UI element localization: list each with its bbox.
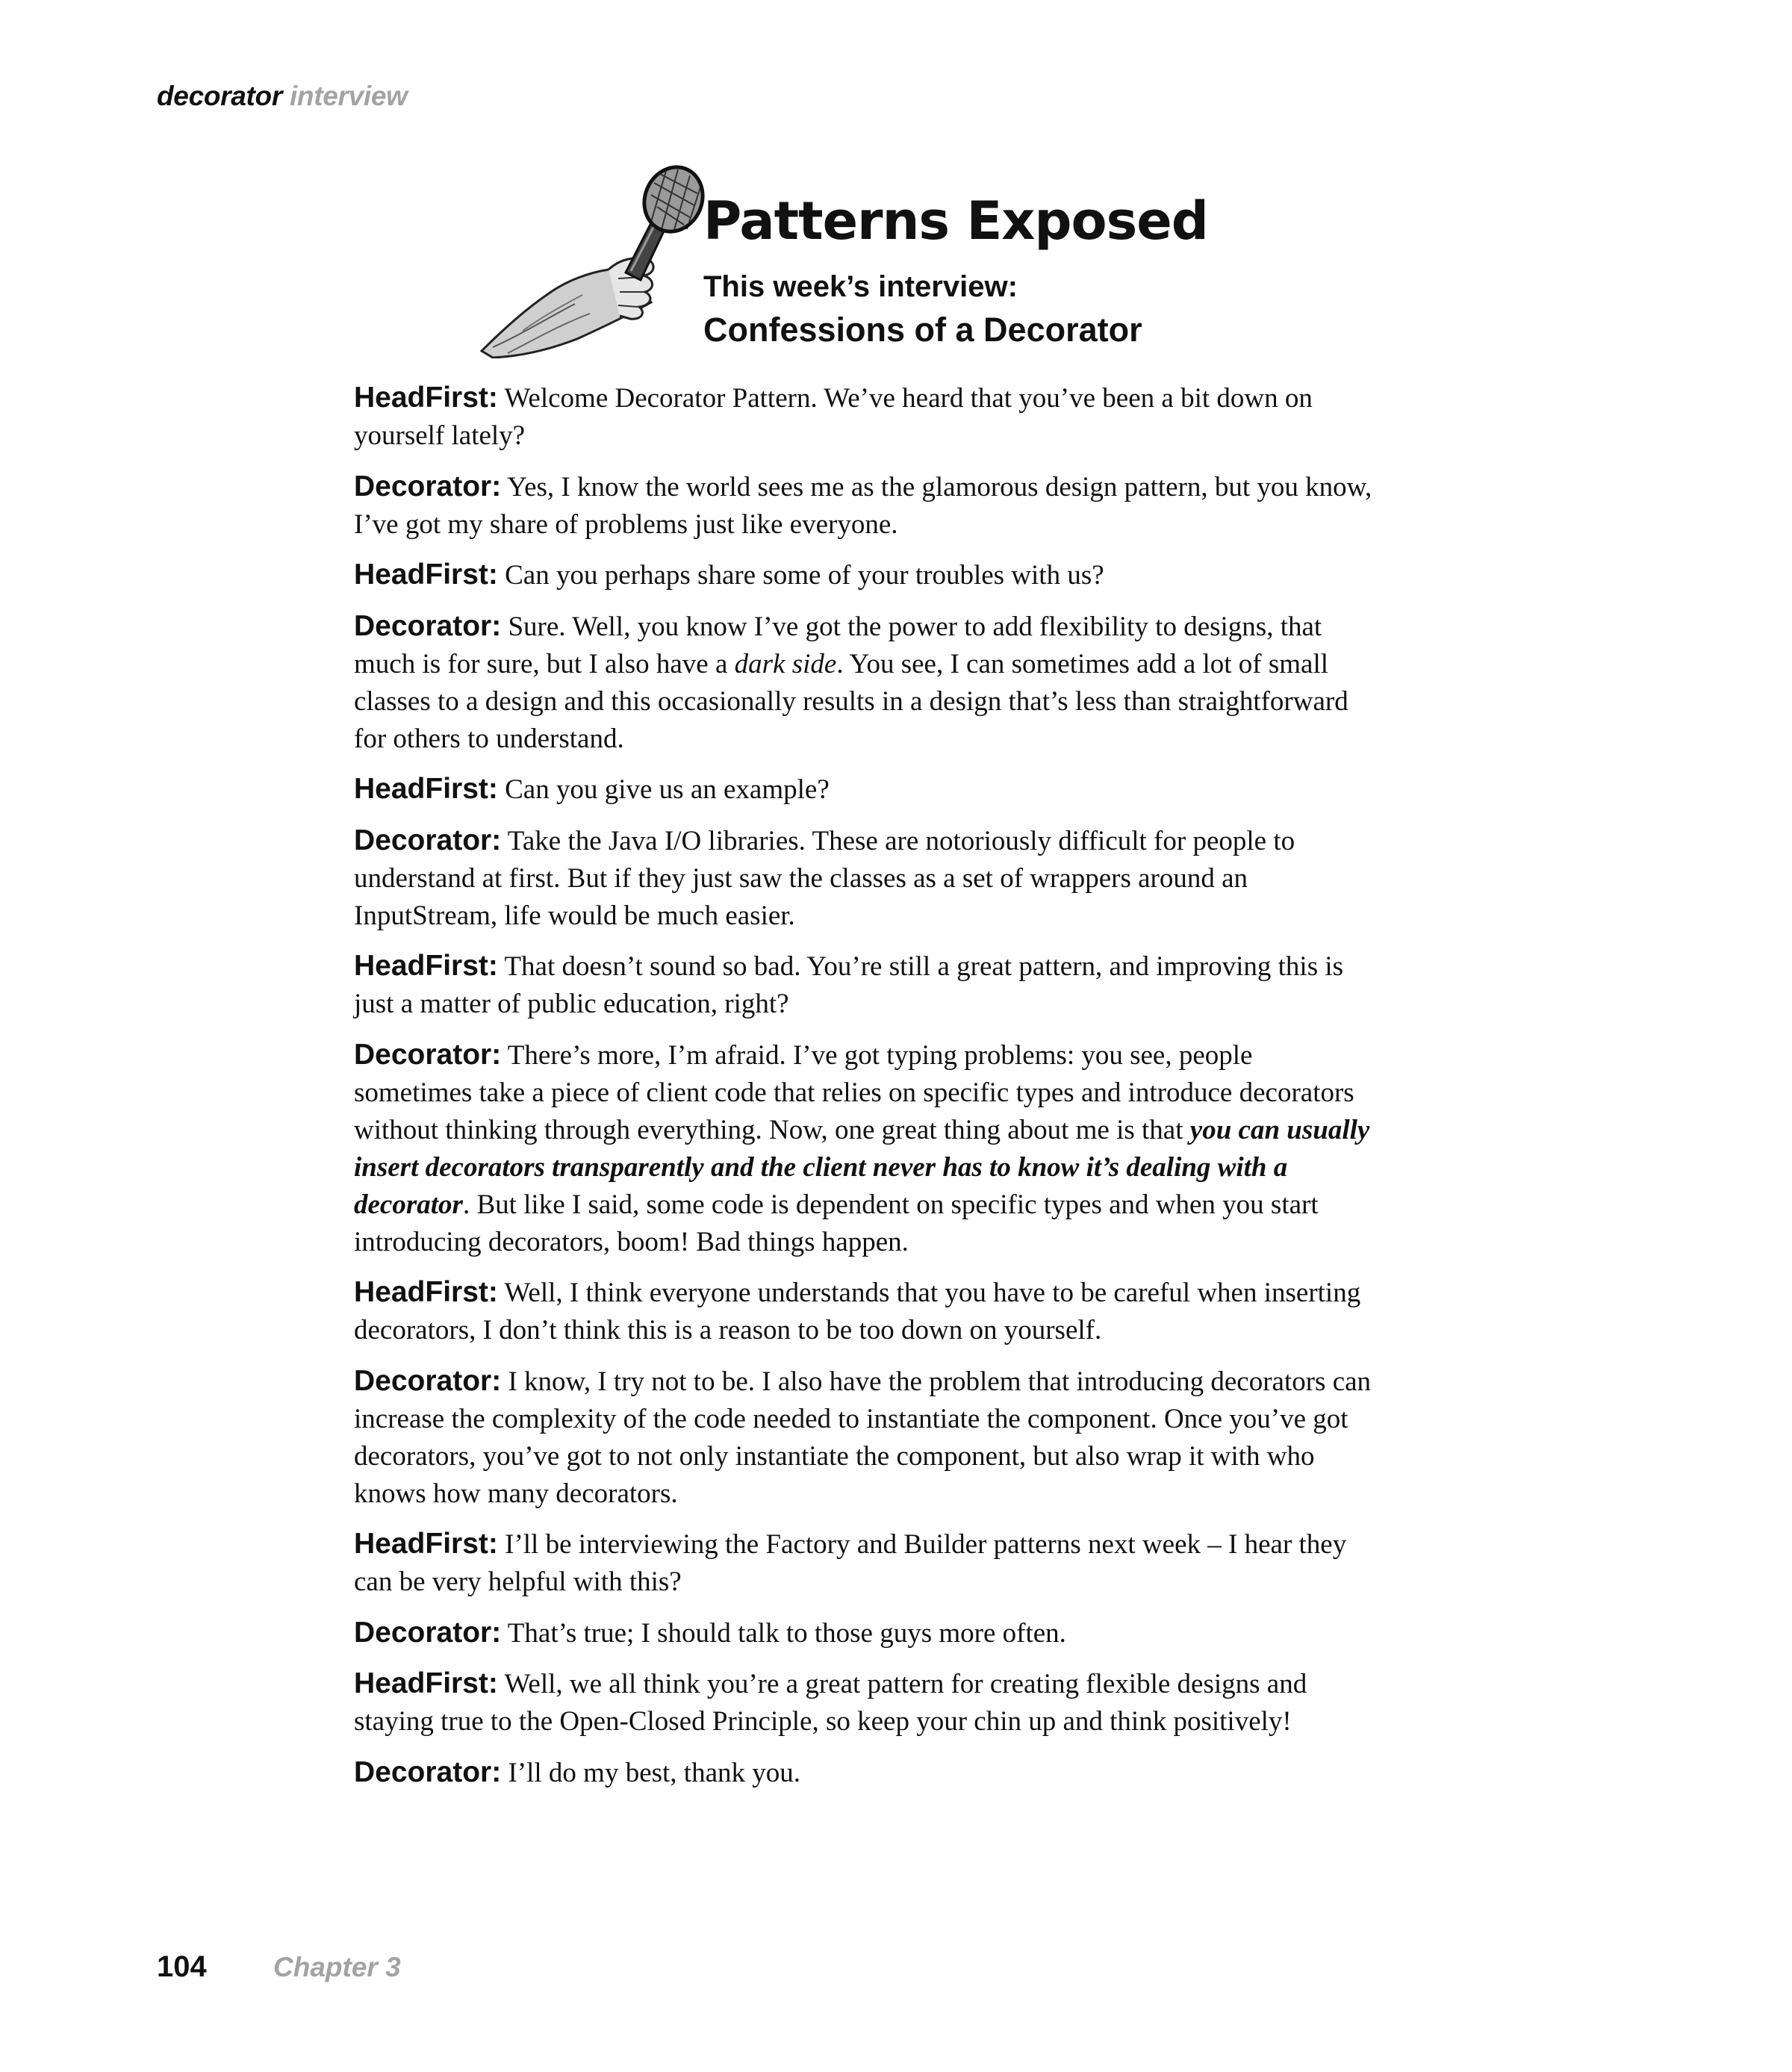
answer-text: Welcome Decorator Pattern. We’ve heard that you’ve been a bit down on yourself lately? xyxy=(354,383,1313,451)
speaker-label: HeadFirst: xyxy=(354,1276,498,1308)
interview-entry xyxy=(354,771,1377,809)
answer-text: Yes, I know the world sees me as the glamorous design pattern, but you know, I’ve got my share of problems just like everyone. xyxy=(354,471,1372,540)
speaker-label: HeadFirst: xyxy=(354,1667,498,1699)
speaker-label: Decorator: xyxy=(354,824,502,856)
answer-text: . But like I said, some code is dependent on specific types and when you start introducing decorators, boom! Bad things happen. xyxy=(354,1189,1319,1257)
running-head-subsection: interview xyxy=(289,81,408,111)
answer-text: Well, I think everyone understands that you have to be careful when inserting decorators, I don’t think this is a reason to be too down on yourself. xyxy=(354,1278,1361,1345)
answer-text: Take the Java I/O libraries. These are notoriously difficult for people to understand at first. But if they just saw the classes as a set of wrappers around an InputStream, life would be much easier. xyxy=(354,825,1295,931)
emphasis-text: you can usually insert decorators transparently and the client never has to know it’s dealing with a decorator xyxy=(354,1114,1370,1220)
interview-entry xyxy=(354,1036,1377,1261)
page-number: 104 xyxy=(157,1950,207,1983)
interview-entry xyxy=(354,1274,1377,1349)
speaker-label: Decorator: xyxy=(354,1038,502,1071)
answer-text: That’s true; I should talk to those guys more often. xyxy=(501,1617,1066,1649)
speaker-label: Decorator: xyxy=(354,470,502,503)
interview-entry xyxy=(354,948,1377,1023)
running-head xyxy=(157,81,408,112)
interview-entry xyxy=(354,379,1377,455)
interview-entry xyxy=(354,1363,1377,1513)
answer-text: Can you give us an example? xyxy=(497,774,830,805)
answer-text: I know, I try not to be. I also have the problem that introducing decorators can increase the complexity of the code needed to instantiate the component. Once you’ve got decorators, you’ve got to not only instantiate the component, but also wrap it with who knows how many decorators. xyxy=(354,1366,1372,1509)
interview-entry xyxy=(354,1614,1377,1652)
speaker-label: Decorator: xyxy=(354,1616,502,1649)
speaker-label: HeadFirst: xyxy=(354,382,498,414)
answer-text: Sure. Well, you know I’ve got the power to add flexibility to designs, that much is for sure, but I also have a xyxy=(354,611,1322,679)
answer-text: Well, we all think you’re a great pattern for creating flexible designs and staying true to the Open-Closed Principle, so keep your chin up and think positively! xyxy=(354,1669,1307,1737)
answer-text: That doesn’t sound so bad. You’re still a great pattern, and improving this is just a matter of public education, right? xyxy=(354,951,1344,1019)
banner-headline: Confessions of a Decorator xyxy=(703,311,1142,349)
speaker-label: HeadFirst: xyxy=(354,950,498,982)
running-head-section: decorator xyxy=(157,81,282,111)
interview-body xyxy=(354,379,1377,1805)
banner-title: Patterns Exposed xyxy=(703,190,1208,252)
interview-entry xyxy=(354,822,1377,935)
answer-text: Can you perhaps share some of your troubles with us? xyxy=(497,560,1104,591)
speaker-label: HeadFirst: xyxy=(354,773,498,805)
answer-text: I’ll be interviewing the Factory and Builder patterns next week – I hear they can be very helpful with this? xyxy=(354,1529,1347,1597)
interview-entry xyxy=(354,556,1377,594)
interview-entry xyxy=(354,468,1377,544)
interview-entry xyxy=(354,1525,1377,1601)
interview-entry xyxy=(354,608,1377,758)
chapter-label: Chapter 3 xyxy=(273,1952,401,1982)
speaker-label: Decorator: xyxy=(354,1364,502,1397)
answer-text: . You see, I can sometimes add a lot of small classes to a design and this occasionally results in a design that’s less than straightforward for others to understand. xyxy=(354,648,1348,754)
banner-subtitle: This week’s interview: xyxy=(703,270,1018,303)
speaker-label: Decorator: xyxy=(354,1755,502,1788)
hand-holding-microphone-icon xyxy=(478,161,713,358)
emphasis-text: dark side xyxy=(734,648,837,679)
answer-text: I’ll do my best, thank you. xyxy=(501,1757,801,1788)
speaker-label: HeadFirst: xyxy=(354,559,498,591)
answer-text: There’s more, I’m afraid. I’ve got typing problems: you see, people sometimes take a piece of client code that relies on specific types and introduce decorators without thinking through everything. Now, one great thing about me is that xyxy=(354,1039,1354,1145)
speaker-label: HeadFirst: xyxy=(354,1528,498,1560)
interview-entry xyxy=(354,1665,1377,1740)
patterns-exposed-banner xyxy=(478,161,1208,362)
interview-entry xyxy=(354,1754,1377,1792)
speaker-label: Decorator: xyxy=(354,609,502,642)
